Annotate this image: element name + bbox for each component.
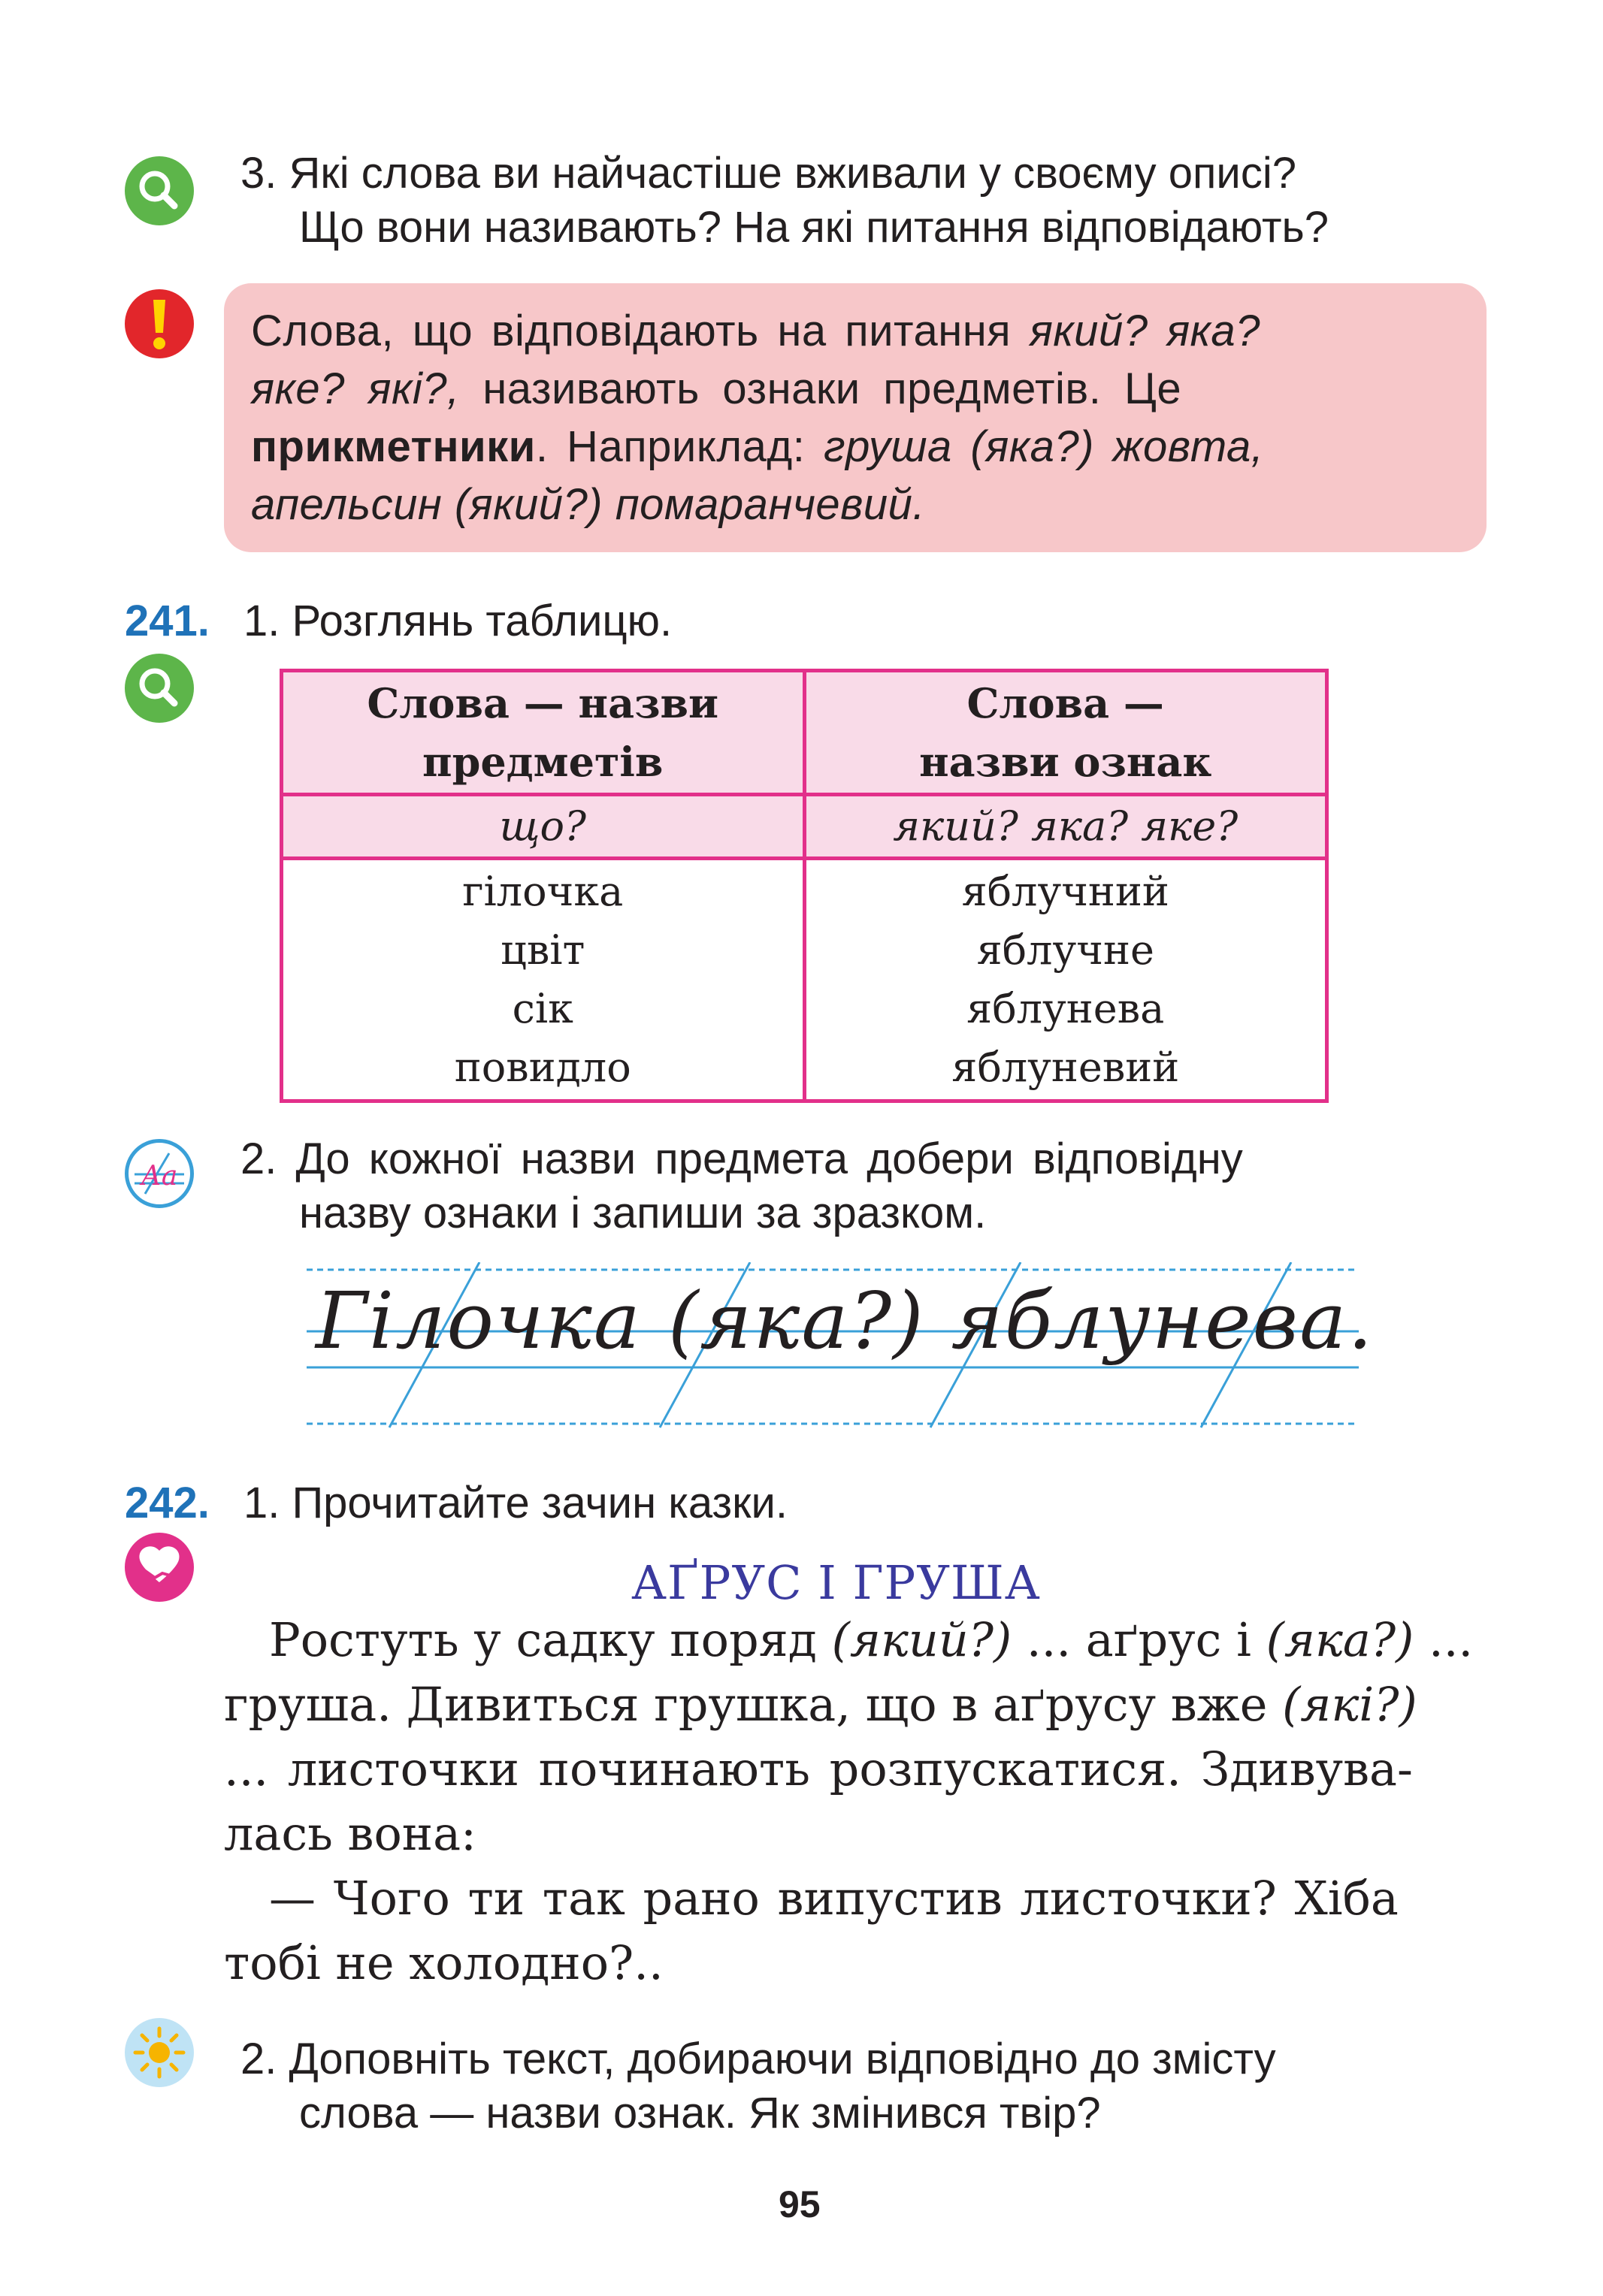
story-line2: груша. Дивиться грушка, що в аґрусу вже (які?) <box>224 1677 1417 1732</box>
table-word: яблучний <box>961 868 1169 915</box>
exercise-242-task2-line2: слова — назви ознак. Як змінився твір? <box>299 2089 1101 2137</box>
story-line6: тобі не холодно?.. <box>224 1935 664 1990</box>
table-word: гілочка <box>462 868 624 915</box>
magnifier-icon <box>125 654 194 723</box>
story-line1: Ростуть у садку поряд (який?) ... аґрус і (яка?) ... <box>269 1612 1474 1667</box>
table-word: яблунева <box>966 985 1165 1032</box>
table-word: яблучне <box>976 926 1154 974</box>
magnifier-icon <box>125 156 194 225</box>
exercise-242-number: 242. <box>125 1479 210 1527</box>
task3-line1: 3. Які слова ви найчастіше вживали у своєму описі? <box>240 149 1296 198</box>
rule-line4: апельсин (який?) помаранчевий. <box>251 480 926 529</box>
col1-header: Слова — назви предметів <box>282 671 805 795</box>
table-word: цвіт <box>501 926 585 974</box>
col2-words <box>804 859 1327 1101</box>
words-table <box>280 669 1329 1103</box>
table-word: повидло <box>454 1044 631 1091</box>
exercise-241-number: 241. <box>125 597 210 645</box>
rule-line3: прикметники. Наприклад: груша (яка?) жовта, <box>251 422 1264 471</box>
table-word: яблуневий <box>951 1044 1180 1091</box>
exercise-242-task1: 1. Прочитайте зачин казки. <box>243 1479 788 1527</box>
task3-line2: Що вони називають? На які питання відповідають? <box>299 203 1329 252</box>
story-line3: ... листочки починають розпускатися. Здивува- <box>224 1742 1413 1796</box>
exclamation-icon <box>125 289 194 358</box>
story-line4: лась вона: <box>224 1806 476 1861</box>
exercise-242-task2-line1: 2. Доповніть текст, добираючи відповідно до змісту <box>240 2035 1276 2083</box>
story-title: АҐРУС І ГРУША <box>631 1555 1041 1610</box>
rule-line2: яке? які?, називають ознаки предметів. Це <box>251 364 1182 413</box>
col2-question: який? яка? яке? <box>804 795 1327 859</box>
exercise-241-task2-line2: назву ознаки і запиши за зразком. <box>299 1189 987 1237</box>
table-word: сік <box>512 985 573 1032</box>
handshake-icon <box>125 1533 194 1602</box>
col1-words <box>282 859 805 1101</box>
sun-icon <box>125 2018 194 2087</box>
exercise-241-task1: 1. Розглянь таблицю. <box>243 597 673 645</box>
col1-question: що? <box>282 795 805 859</box>
rule-line1: Слова, що відповідають на питання який? яка? <box>251 307 1260 355</box>
story-line5: — Чого ти так рано випустив листочки? Хіба <box>269 1871 1399 1926</box>
handwriting-sample: Гілочка (яка?) яблунева. <box>316 1275 1375 1367</box>
col2-header: Слова — назви ознак <box>804 671 1327 795</box>
svg-text:Аа: Аа <box>141 1161 178 1192</box>
exercise-241-task2-line1: 2. До кожної назви предмета добери відповідну <box>240 1134 1243 1183</box>
page-number: 95 <box>779 2183 821 2225</box>
handwriting-icon <box>125 1139 194 1208</box>
